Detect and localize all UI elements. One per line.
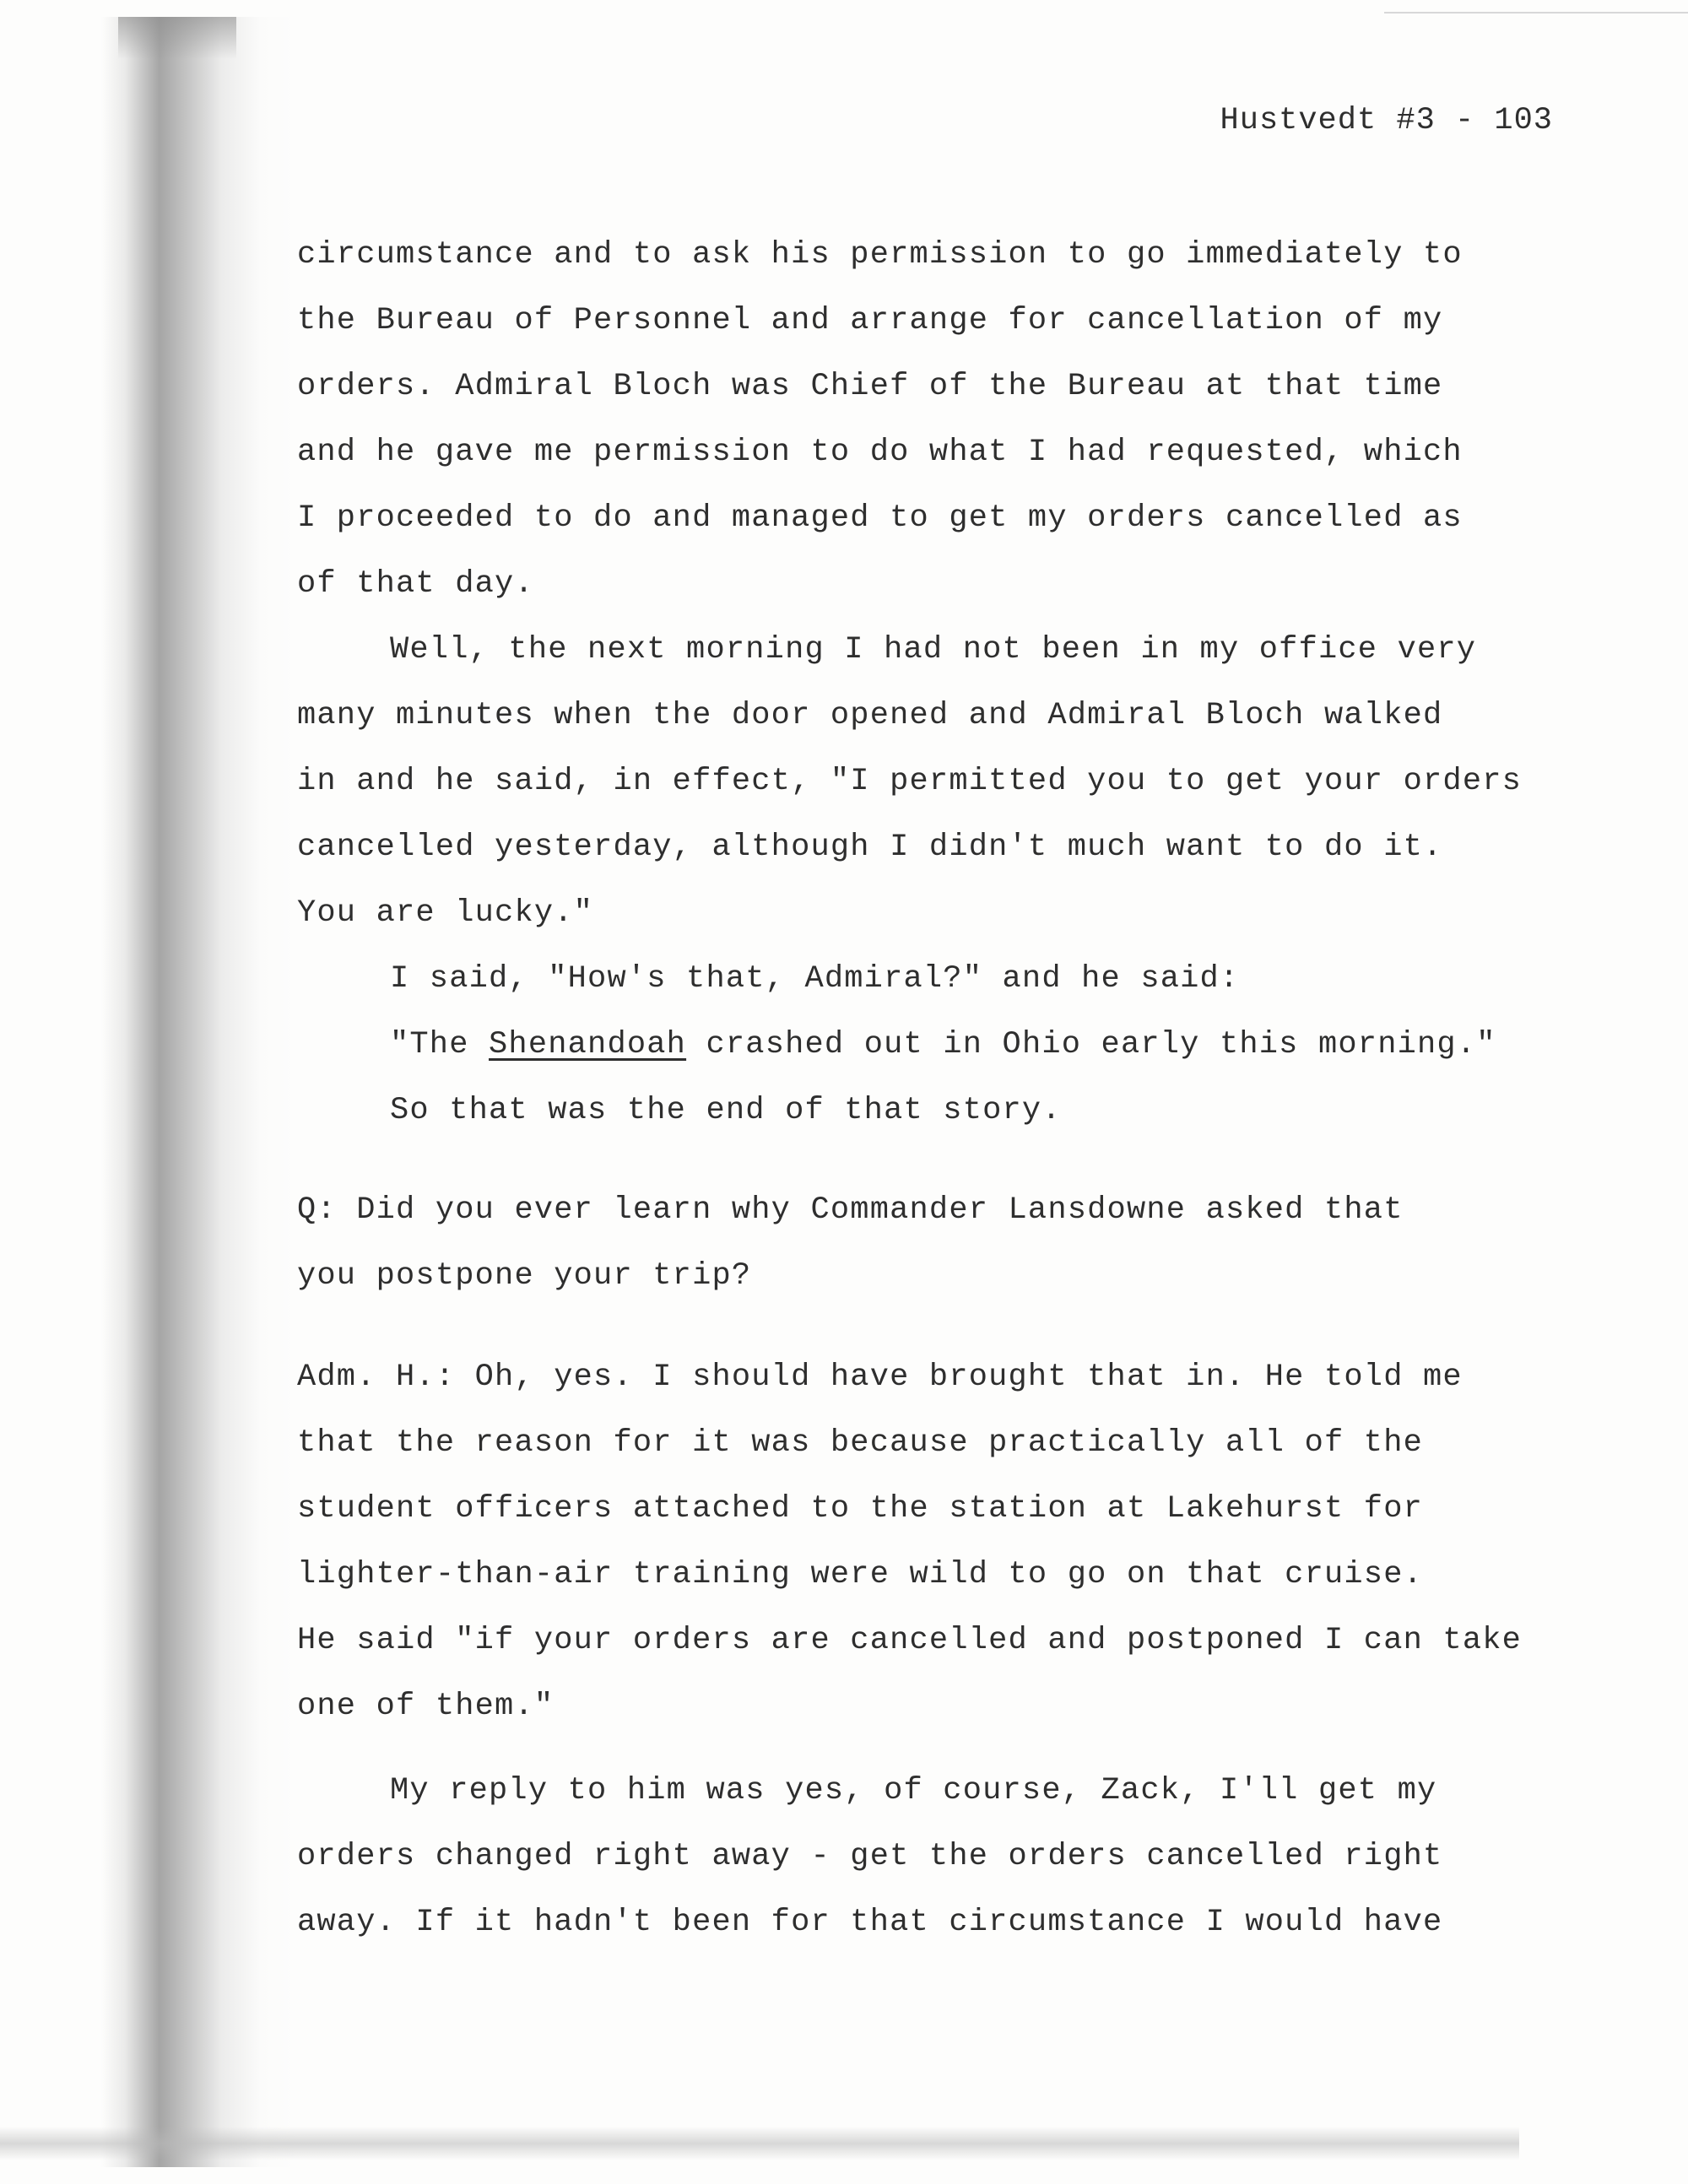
binding-shadow	[101, 17, 295, 2167]
question-line: you postpone your trip?	[297, 1258, 752, 1294]
text-line: in and he said, in effect, "I permitted you to get your orders	[297, 764, 1523, 799]
text-line: Well, the next morning I had not been in my office very	[390, 632, 1477, 668]
page-top-edge	[1384, 12, 1688, 14]
text-line: I proceeded to do and managed to get my orders cancelled as	[297, 500, 1463, 536]
answer-line: Adm. H.: Oh, yes. I should have brought that in. He told me	[297, 1360, 1463, 1395]
text-line: orders. Admiral Bloch was Chief of the Bureau at that time	[297, 369, 1443, 404]
binding-shadow-top	[118, 17, 236, 59]
text-line: So that was the end of that story.	[390, 1093, 1062, 1128]
text-line: and he gave me permission to do what I had requested, which	[297, 435, 1463, 470]
page-header: Hustvedt #3 - 103	[1220, 103, 1553, 138]
text-line: the Bureau of Personnel and arrange for cancellation of my	[297, 303, 1443, 338]
answer-line: student officers attached to the station at Lakehurst for	[297, 1491, 1424, 1527]
text-line	[390, 1027, 1496, 1062]
answer-line: lighter-than-air training were wild to go on that cruise.	[297, 1557, 1424, 1592]
answer-line: He said "if your orders are cancelled and postponed I can take	[297, 1623, 1523, 1658]
text-segment: crashed out in Ohio early this morning."	[686, 1027, 1496, 1062]
ship-name-underlined: Shenandoah	[489, 1027, 687, 1062]
question-line: Q: Did you ever learn why Commander Lansdowne asked that	[297, 1192, 1404, 1228]
text-line: circumstance and to ask his permission to go immediately to	[297, 237, 1463, 273]
text-line: I said, "How's that, Admiral?" and he said:	[390, 961, 1240, 997]
answer-line: one of them."	[297, 1689, 555, 1724]
page-bottom-edge	[0, 2127, 1519, 2160]
text-line: orders changed right away - get the orders cancelled right	[297, 1839, 1443, 1874]
text-line: You are lucky."	[297, 895, 594, 931]
answer-line: that the reason for it was because practically all of the	[297, 1425, 1424, 1461]
text-line: of that day.	[297, 566, 534, 602]
text-line: many minutes when the door opened and Admiral Bloch walked	[297, 698, 1443, 733]
text-line: away. If it hadn't been for that circumstance I would have	[297, 1905, 1443, 1940]
text-line: My reply to him was yes, of course, Zack, I'll get my	[390, 1773, 1437, 1808]
text-line: cancelled yesterday, although I didn't much want to do it.	[297, 830, 1443, 865]
text-segment: "The	[390, 1027, 490, 1062]
